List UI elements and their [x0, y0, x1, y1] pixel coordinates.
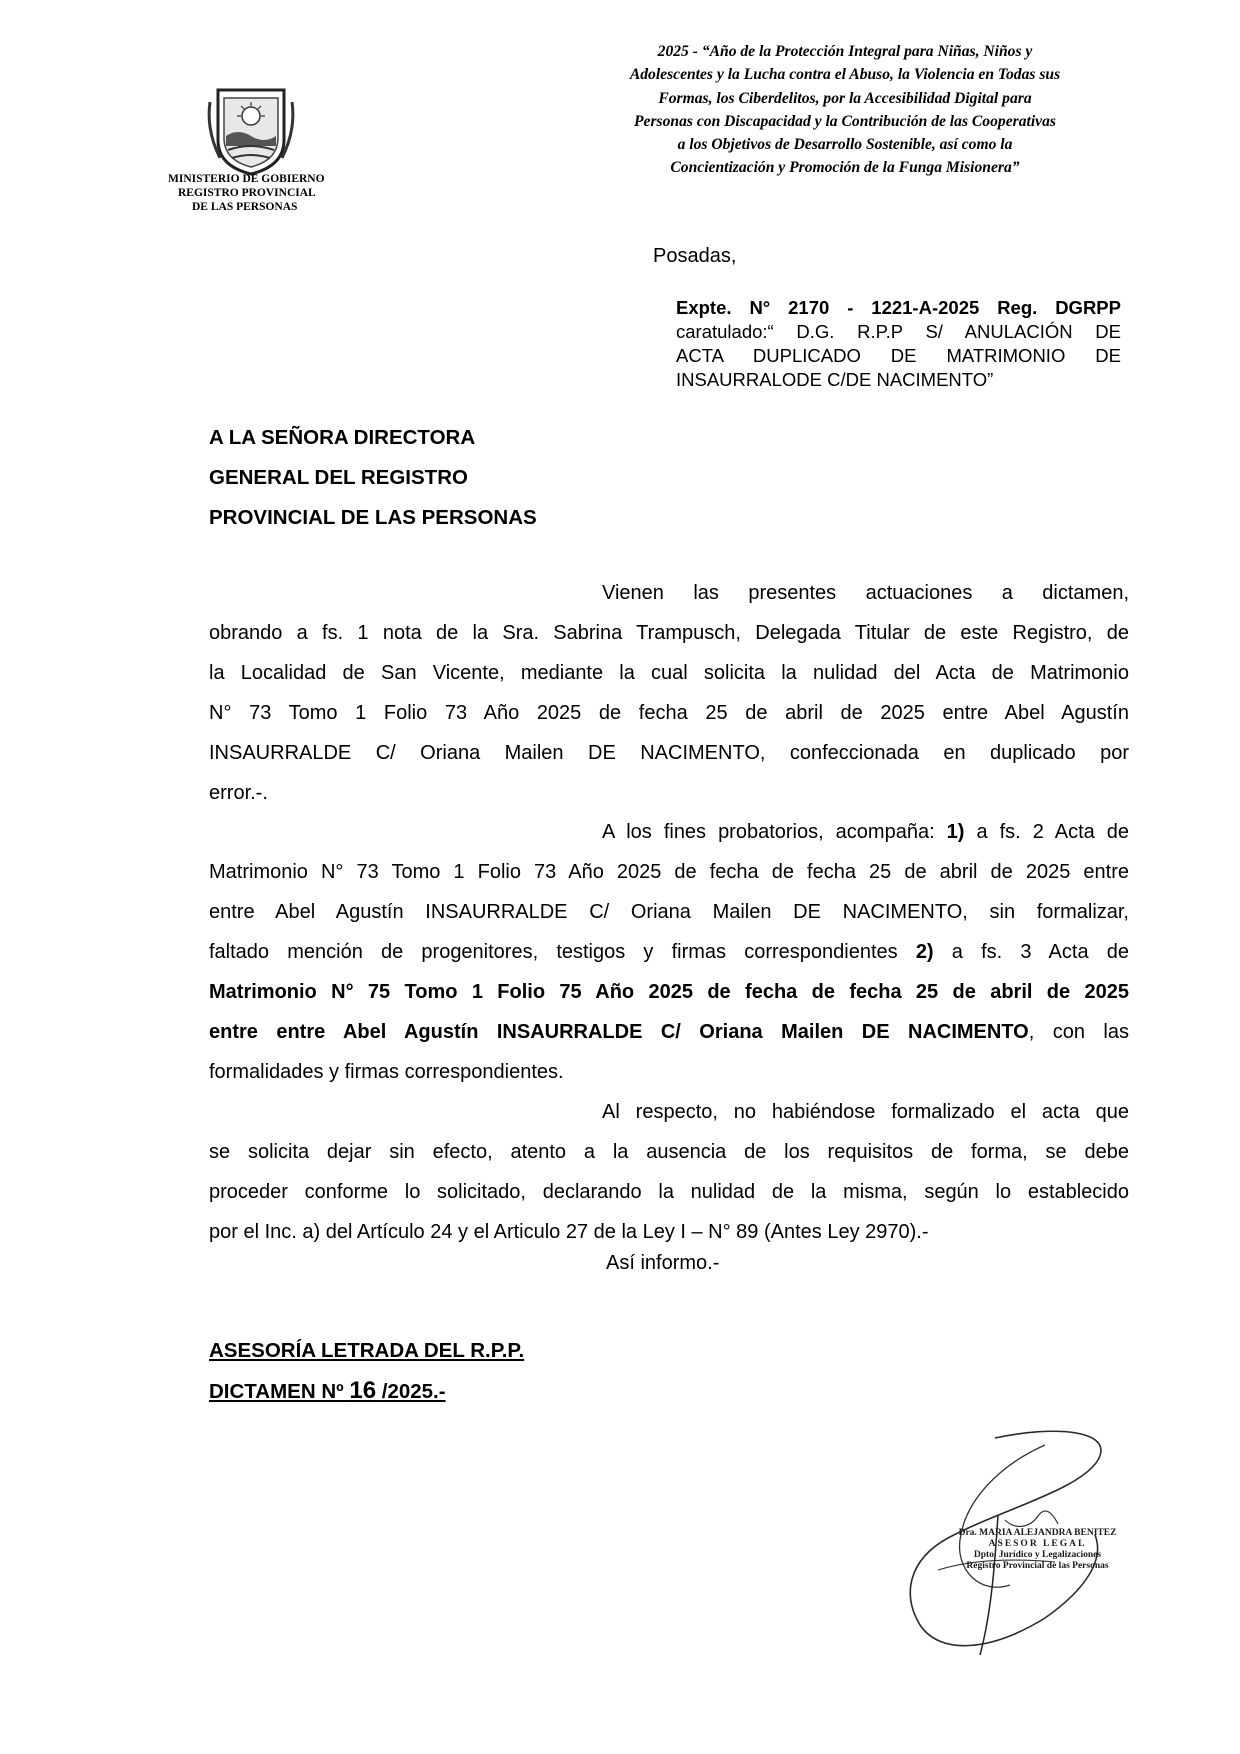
text-segment: entre entre Abel Agustín INSAURRALDE C/ Oriana Mailen DE NACIMENTO: [209, 1021, 1029, 1043]
text-line: INSAURRALDE C/ Oriana Mailen DE NACIMENTO, confeccionada en duplicado por: [209, 742, 1129, 764]
office-name: ASESORÍA LETRADA DEL R.P.P.: [209, 1339, 525, 1362]
ministry-line: MINISTERIO DE GOBIERNO: [168, 173, 325, 185]
addressee-line: GENERAL DEL REGISTRO: [209, 466, 468, 489]
addressee: [209, 418, 537, 538]
text-line: se solicita dejar sin efecto, atento a la ausencia de los requisitos de forma, se debe: [209, 1141, 1129, 1163]
text-line: formalidades y firmas correspondientes.: [209, 1061, 564, 1083]
text-segment: A los fines probatorios, acompaña:: [602, 821, 947, 843]
item-marker: 1): [946, 821, 965, 843]
text-line: proceder conforme lo solicitado, declarando la nulidad de la misma, según lo establecido: [209, 1181, 1129, 1203]
ministry-line: REGISTRO PROVINCIAL: [178, 187, 316, 199]
dictamen-suffix: /2025.-: [376, 1380, 446, 1403]
paragraph-evidence: [209, 812, 1129, 1092]
text-line: Al respecto, no habiéndose formalizado el acta que: [602, 1101, 1129, 1123]
motto-line: Formas, los Ciberdelitos, por la Accesibilidad Digital para: [658, 89, 1032, 107]
text-line: entre Abel Agustín INSAURRALDE C/ Oriana Mailen DE NACIMENTO, sin formalizar,: [209, 901, 1129, 923]
addressee-line: PROVINCIAL DE LAS PERSONAS: [209, 506, 537, 529]
motto-line: Concientización y Promoción de la Funga Misionera”: [670, 159, 1020, 177]
text-line: error.-.: [209, 782, 268, 804]
case-title-line: INSAURRALODE C/DE NACIMENTO”: [676, 369, 994, 390]
stamp-line: Registro Provincial de las Personas: [966, 1561, 1109, 1571]
addressee-line: A LA SEÑORA DIRECTORA: [209, 426, 476, 449]
text-line: [209, 812, 1129, 852]
paragraph-request: [209, 573, 1129, 813]
dictamen-number: 16: [349, 1377, 377, 1404]
year-motto: [545, 40, 1145, 180]
ministry-header: [168, 172, 368, 214]
stamp-line: ASESOR LEGAL: [988, 1539, 1087, 1549]
case-title-line: ACTA DUPLICADO DE MATRIMONIO DE: [676, 345, 1121, 366]
text-segment: , con las: [1028, 1021, 1129, 1043]
motto-line: 2025 - “Año de la Protección Integral para Niñas, Niños y: [657, 43, 1033, 60]
motto-line: Personas con Discapacidad y la Contribución de las Cooperativas: [634, 112, 1056, 130]
ministry-line: DE LAS PERSONAS: [192, 201, 298, 213]
place-date: Posadas,: [653, 245, 737, 267]
stamp-line: Dra. MARIA ALEJANDRA BENITEZ: [958, 1528, 1117, 1538]
text-line: la Localidad de San Vicente, mediante la cual solicita la nulidad del Acta de Matrimonio: [209, 662, 1129, 684]
motto-line: a los Objetivos de Desarrollo Sostenible, así como la: [677, 136, 1013, 154]
case-title-line: caratulado:“ D.G. R.P.P S/ ANULACIÓN DE: [676, 321, 1121, 342]
closing-statement: Así informo.-: [606, 1252, 720, 1274]
text-segment: faltado mención de progenitores, testigos y firmas correspondientes: [209, 941, 916, 963]
text-line: Vienen las presentes actuaciones a dictamen,: [602, 582, 1129, 604]
case-reference: [676, 296, 1121, 392]
case-number: Expte. N° 2170 - 1221-A-2025 Reg. DGRPP: [676, 297, 1121, 318]
signature-stamp: [940, 1528, 1135, 1572]
text-segment: a fs. 2 Acta de: [964, 821, 1130, 843]
dictamen-number-line: [209, 1371, 524, 1412]
text-line: obrando a fs. 1 nota de la Sra. Sabrina Trampusch, Delegada Titular de este Registro, de: [209, 622, 1129, 644]
text-line: N° 73 Tomo 1 Folio 73 Año 2025 de fecha 25 de abril de 2025 entre Abel Agustín: [209, 702, 1129, 724]
item-marker: 2): [915, 941, 934, 963]
text-line: [209, 932, 1129, 972]
office-block: [209, 1331, 524, 1412]
provincia-de-misiones-seal-icon: [206, 80, 296, 176]
paragraph-opinion: [209, 1092, 1129, 1252]
motto-line: Adolescentes y la Lucha contra el Abuso, la Violencia en Todas sus: [629, 66, 1061, 84]
text-line: por el Inc. a) del Artículo 24 y el Articulo 27 de la Ley I – N° 89 (Antes Ley 2970).-: [209, 1221, 929, 1243]
text-line: [209, 1012, 1129, 1052]
dictamen-prefix: DICTAMEN Nº: [209, 1380, 350, 1403]
stamp-line: Dpto. Jurídico y Legalizaciones: [973, 1550, 1102, 1560]
text-line: Matrimonio N° 75 Tomo 1 Folio 75 Año 2025 de fecha de fecha 25 de abril de 2025: [209, 981, 1129, 1003]
text-segment: a fs. 3 Acta de: [933, 941, 1129, 963]
text-line: Matrimonio N° 73 Tomo 1 Folio 73 Año 2025 de fecha de fecha 25 de abril de 2025 entre: [209, 861, 1129, 883]
